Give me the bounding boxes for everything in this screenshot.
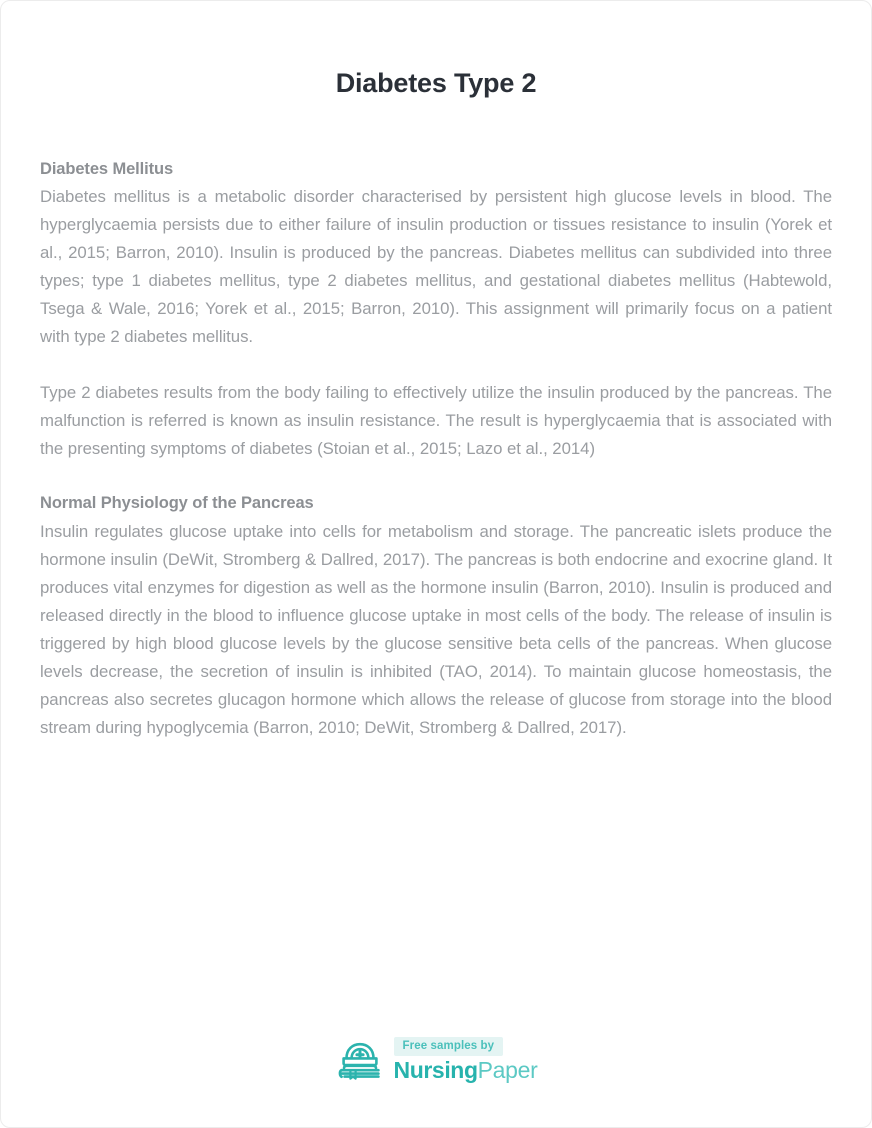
free-samples-badge: Free samples by <box>394 1037 504 1056</box>
paragraph: Insulin regulates glucose uptake into cells for metabolism and storage. The pancreatic islets produce the hormone insulin (DeWit, Stromberg & Dallred, 2017). The pancreas is both endocrine and exocrine gland. It produces vital enzymes for digestion as well as the hormone insulin (Barron, 2010). Insulin is produced and released directly in the blood to influence glucose uptake in most cells of the body. The release of insulin is triggered by high blood glucose levels by the glucose sensitive beta cells of the pancreas. When glucose levels decrease, the secretion of insulin is inhibited (TAO, 2014). To maintain glucose homeostasis, the pancreas also secretes glucagon hormone which allows the release of glucose from storage into the blood stream during hypoglycemia (Barron, 2010; DeWit, Stromberg & Dallred, 2017). <box>40 521 832 737</box>
nurse-cap-book-icon <box>335 1035 385 1085</box>
section-heading: Normal Physiology of the Pancreas <box>40 494 314 513</box>
section-spacer <box>40 463 832 491</box>
page-footer <box>1 1035 871 1085</box>
nursing-paper-logo[interactable] <box>335 1035 538 1085</box>
brand-name-secondary: Paper <box>477 1057 538 1084</box>
page-title: Diabetes Type 2 <box>335 68 537 98</box>
section-diabetes-mellitus <box>40 157 832 464</box>
section-heading: Diabetes Mellitus <box>40 159 174 178</box>
logo-text-group <box>394 1037 538 1084</box>
paragraph-spacer <box>40 351 832 379</box>
section-normal-physiology-of-the-pancreas <box>40 491 832 742</box>
paragraph: Diabetes mellitus is a metabolic disorder characterised by persistent high glucose levels in blood. The hyperglycaemia persists due to either failure of insulin production or tissues resistance to insulin (Yorek et al., 2015; Barron, 2010). Insulin is produced by the pancreas. Diabetes mellitus can subdivided into three types; type 1 diabetes mellitus, type 2 diabetes mellitus, and gestational diabetes mellitus (Habtewold, Tsega & Wale, 2016; Yorek et al., 2015; Barron, 2010). This assignment will primarily focus on a patient with type 2 diabetes mellitus. <box>40 187 832 347</box>
document-body <box>1 157 871 742</box>
brand-name-primary: Nursing <box>393 1057 478 1084</box>
brand-wordmark <box>394 1058 538 1083</box>
paragraph: Type 2 diabetes results from the body failing to effectively utilize the insulin produced by the pancreas. The malfunction is referred is known as insulin resistance. The result is hyperglycaemia that is associated with the presenting symptoms of diabetes (Stoian et al., 2015; Lazo et al., 2014) <box>40 383 832 459</box>
